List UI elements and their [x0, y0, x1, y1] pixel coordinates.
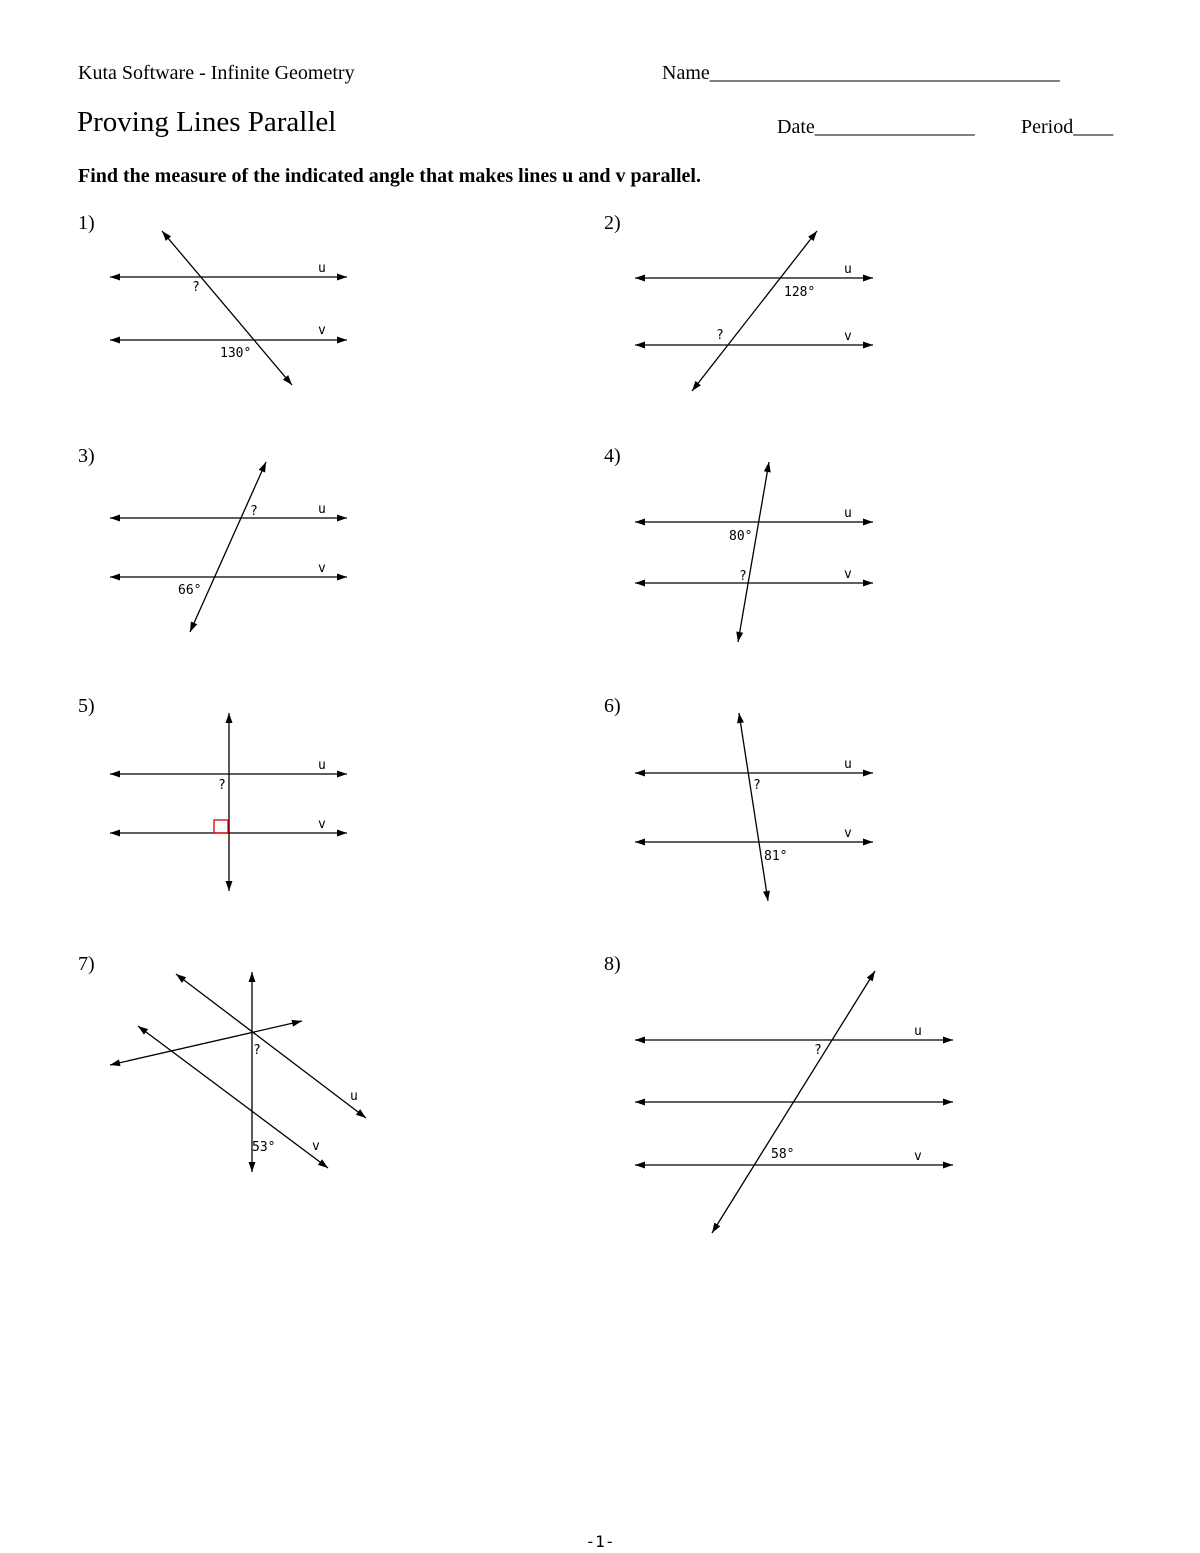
- software-name: Kuta Software - Infinite Geometry: [78, 62, 355, 84]
- problem-8-number: 8): [604, 953, 621, 975]
- problem-3-number: 3): [78, 445, 95, 467]
- period-field: Period____: [1021, 116, 1114, 138]
- label-u: u: [914, 1024, 922, 1039]
- angle-unknown: ?: [716, 328, 724, 343]
- arrowhead: [635, 1099, 645, 1106]
- label-v: v: [312, 1139, 320, 1154]
- arrowhead: [867, 971, 875, 981]
- label-v: v: [844, 567, 852, 582]
- instructions: Find the measure of the indicated angle that makes lines u and v parallel.: [78, 165, 701, 187]
- problem-6-number: 6): [604, 695, 621, 717]
- page-number: -1-: [585, 1532, 615, 1551]
- label-u: u: [350, 1089, 358, 1104]
- angle-unknown: ?: [192, 280, 200, 295]
- problem-1-number: 1): [78, 212, 95, 234]
- arrowhead: [943, 1162, 953, 1169]
- arrowhead: [943, 1037, 953, 1044]
- angle-given: 81°: [764, 849, 788, 864]
- label-u: u: [318, 261, 326, 276]
- angle-unknown: ?: [253, 1043, 261, 1058]
- arrowhead: [712, 1223, 720, 1233]
- label-v: v: [318, 323, 326, 338]
- label-v: v: [844, 826, 852, 841]
- worksheet-title: Proving Lines Parallel: [77, 106, 337, 138]
- problem-5-number: 5): [78, 695, 95, 717]
- label-u: u: [844, 262, 852, 277]
- label-v: v: [318, 561, 326, 576]
- angle-unknown: ?: [753, 778, 761, 793]
- label-v: v: [914, 1149, 922, 1164]
- angle-unknown: ?: [814, 1043, 822, 1058]
- arrowhead: [635, 1162, 645, 1169]
- angle-unknown: ?: [739, 569, 747, 584]
- angle-given: 66°: [178, 583, 202, 598]
- problem-7-number: 7): [78, 953, 95, 975]
- problem-2-number: 2): [604, 212, 621, 234]
- angle-unknown: ?: [218, 778, 226, 793]
- angle-given: 53°: [252, 1140, 276, 1155]
- angle-given: 130°: [220, 346, 252, 361]
- label-u: u: [844, 506, 852, 521]
- label-v: v: [844, 329, 852, 344]
- angle-given: 58°: [771, 1147, 795, 1162]
- label-v: v: [318, 817, 326, 832]
- angle-unknown: ?: [250, 504, 258, 519]
- arrowhead: [635, 1037, 645, 1044]
- label-u: u: [318, 502, 326, 517]
- angle-given: 80°: [729, 529, 753, 544]
- date-field: Date________________: [777, 116, 975, 138]
- arrowhead: [943, 1099, 953, 1106]
- angle-given: 128°: [784, 285, 816, 300]
- label-u: u: [318, 758, 326, 773]
- label-u: u: [844, 757, 852, 772]
- name-field: Name___________________________________: [662, 62, 1060, 84]
- problem-4-number: 4): [604, 445, 621, 467]
